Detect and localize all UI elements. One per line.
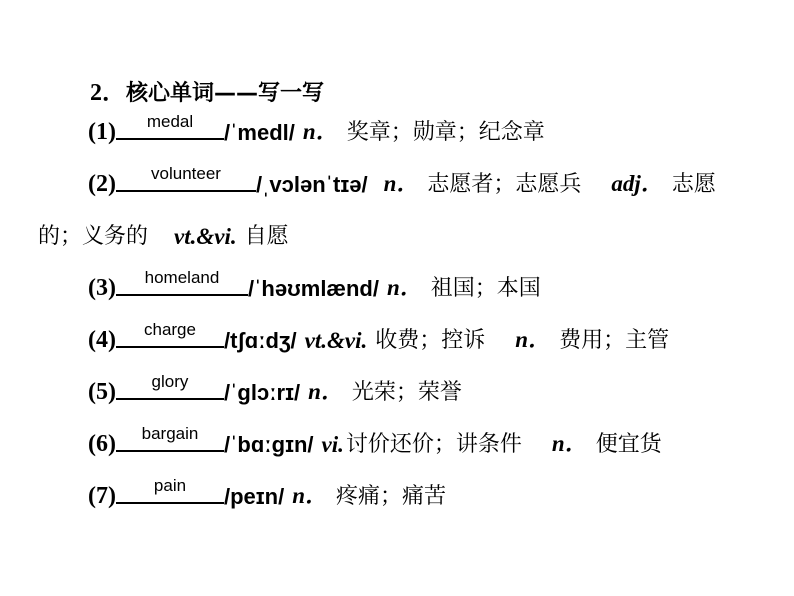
answer-word: medal (146, 112, 194, 131)
item-number: (1) (88, 119, 116, 145)
vocab-item-4 (88, 320, 669, 354)
part-of-speech: vt.&vi. (304, 328, 368, 353)
phonetic: /ˈglɔːrɪ/ (223, 380, 301, 405)
part-of-speech: n． (292, 483, 329, 508)
answer-word: volunteer (151, 164, 221, 183)
vocab-item-7 (88, 476, 446, 510)
answer-blank (116, 424, 224, 452)
vocab-item-2 (88, 164, 716, 198)
answer-blank (116, 164, 256, 192)
item-number: (3) (88, 275, 116, 301)
meaning: 祖国；本国 (430, 276, 541, 301)
phonetic: /ˈhəʊmlænd/ (247, 276, 379, 301)
section-heading (90, 72, 324, 107)
phonetic: /ˈmedl/ (223, 120, 295, 145)
answer-word: bargain (141, 424, 199, 443)
part-of-speech: n． (383, 171, 420, 196)
item-number: (4) (88, 327, 116, 353)
part-of-speech-noun: n． (551, 431, 588, 456)
meaning: 疼痛；痛苦 (336, 484, 447, 509)
meaning-noun: 费用；主管 (559, 328, 670, 353)
meaning: 光荣；荣誉 (351, 380, 462, 405)
answer-blank (116, 320, 224, 348)
vocab-item-1 (88, 112, 545, 146)
part-of-speech-adj: adj． (611, 171, 664, 196)
part-of-speech: n． (308, 379, 344, 404)
meaning-noun: 便宜货 (595, 432, 662, 457)
meaning-verb: 自愿 (244, 224, 289, 249)
meaning-adj-continued: 的；义务的 (38, 224, 149, 249)
vocab-item-3 (88, 268, 541, 302)
item-number: (5) (88, 379, 116, 405)
answer-blank (116, 372, 224, 400)
section-number: 2． (90, 80, 126, 106)
meaning: 收费；控诉 (375, 328, 486, 353)
answer-blank (116, 112, 224, 140)
vocab-item-2-continued (38, 216, 289, 250)
phonetic: /peɪn/ (223, 484, 285, 509)
answer-blank (116, 268, 248, 296)
part-of-speech: vi. (321, 432, 344, 457)
part-of-speech-noun: n． (515, 327, 552, 352)
meaning: 奖章；勋章；纪念章 (346, 120, 545, 145)
meaning: 讨价还价；讲条件 (345, 432, 522, 457)
phonetic: /ˈbɑːgɪn/ (223, 432, 314, 457)
item-number: (7) (88, 483, 116, 509)
phonetic: /tʃɑːdʒ/ (223, 328, 297, 353)
item-number: (6) (88, 431, 116, 457)
answer-blank (116, 476, 224, 504)
vocab-item-5 (88, 372, 462, 406)
meaning-adj: 志愿 (671, 172, 716, 197)
meaning: 志愿者；志愿兵 (427, 172, 582, 197)
answer-word: charge (143, 320, 196, 339)
part-of-speech: n． (387, 275, 423, 300)
answer-word: pain (153, 476, 187, 495)
answer-word: glory (151, 372, 189, 391)
phonetic: /ˌvɔlənˈtɪə/ (255, 172, 368, 197)
section-title: 核心单词——写一写 (126, 81, 325, 106)
vocab-item-6 (88, 424, 662, 458)
part-of-speech: n． (302, 119, 339, 144)
item-number: (2) (88, 171, 116, 197)
part-of-speech-verb: vt.&vi. (174, 224, 237, 249)
answer-word: homeland (144, 268, 220, 287)
